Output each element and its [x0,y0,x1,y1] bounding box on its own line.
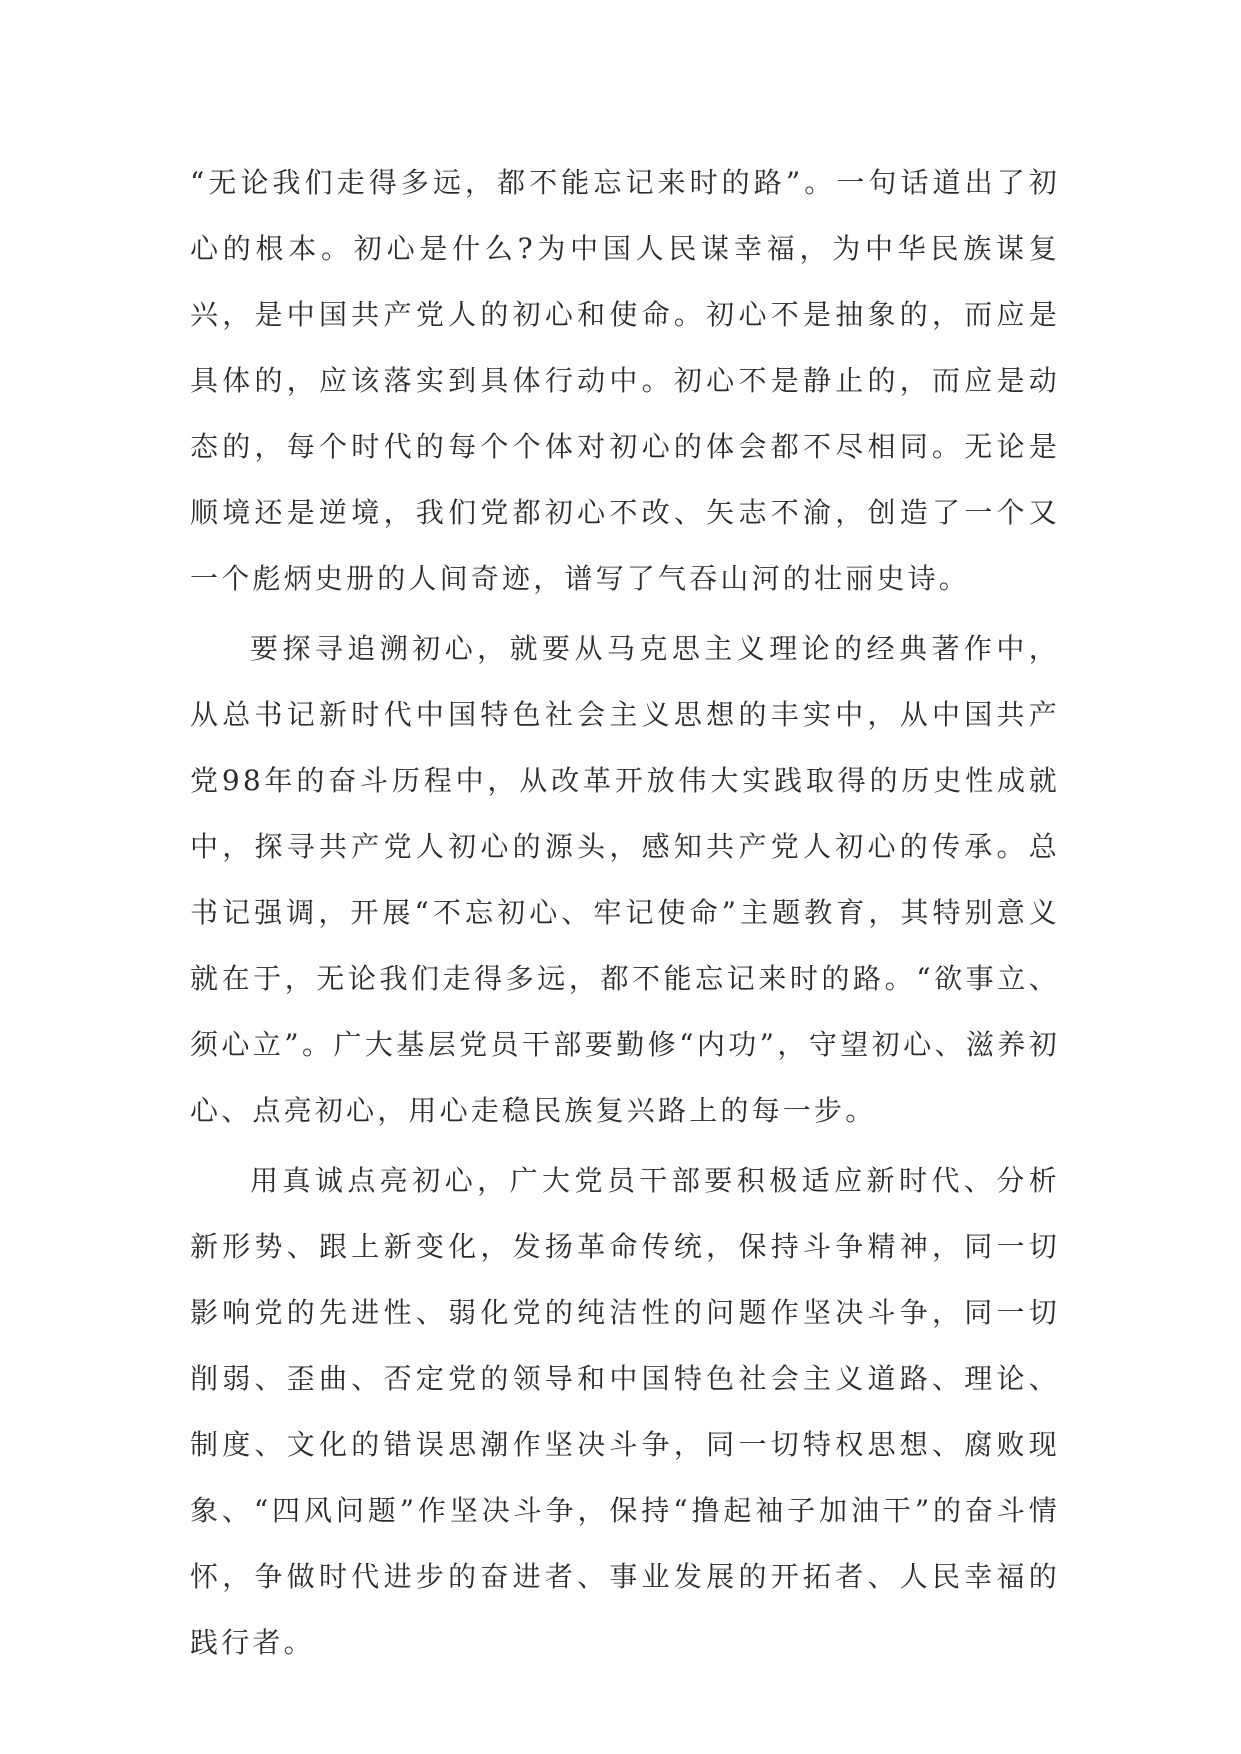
paragraph-1: “无论我们走得多远，都不能忘记来时的路”。一句话道出了初心的根本。初心是什么?为中国人民谋幸福，为中华民族谋复兴，是中国共产党人的初心和使命。初心不是抽象的，而应是具体的，应该落实到具体行动中。初心不是静止的，而应是动态的，每个时代的每个个体对初心的体会都不尽相同。无论是顺境还是逆境，我们党都初心不改、矢志不渝，创造了一个又一个彪炳史册的人间奇迹，谱写了气吞山河的壮丽史诗。 [190,166,1060,595]
document-body [190,150,1060,1676]
paragraph-2: 要探寻追溯初心，就要从马克思主义理论的经典著作中，从总书记新时代中国特色社会主义思想的丰实中，从中国共产党98年的奋斗历程中，从改革开放伟大实践取得的历史性成就中，探寻共产党人初心的源头，感知共产党人初心的传承。总书记强调，开展“不忘初心、牢记使命”主题教育，其特别意义就在于，无论我们走得多远，都不能忘记来时的路。“欲事立、须心立”。广大基层党员干部要勤修“内功”，守望初心、滋养初心、点亮初心，用心走稳民族复兴路上的每一步。 [190,632,1060,1127]
paragraph-3: 用真诚点亮初心，广大党员干部要积极适应新时代、分析新形势、跟上新变化，发扬革命传统，保持斗争精神，同一切影响党的先进性、弱化党的纯洁性的问题作坚决斗争，同一切削弱、歪曲、否定党的领导和中国特色社会主义道路、理论、制度、文化的错误思潮作坚决斗争，同一切特权思想、腐败现象、“四风问题”作坚决斗争，保持“撸起袖子加油干”的奋斗情怀，争做时代进步的奋进者、事业发展的开拓者、人民幸福的践行者。 [190,1164,1060,1659]
